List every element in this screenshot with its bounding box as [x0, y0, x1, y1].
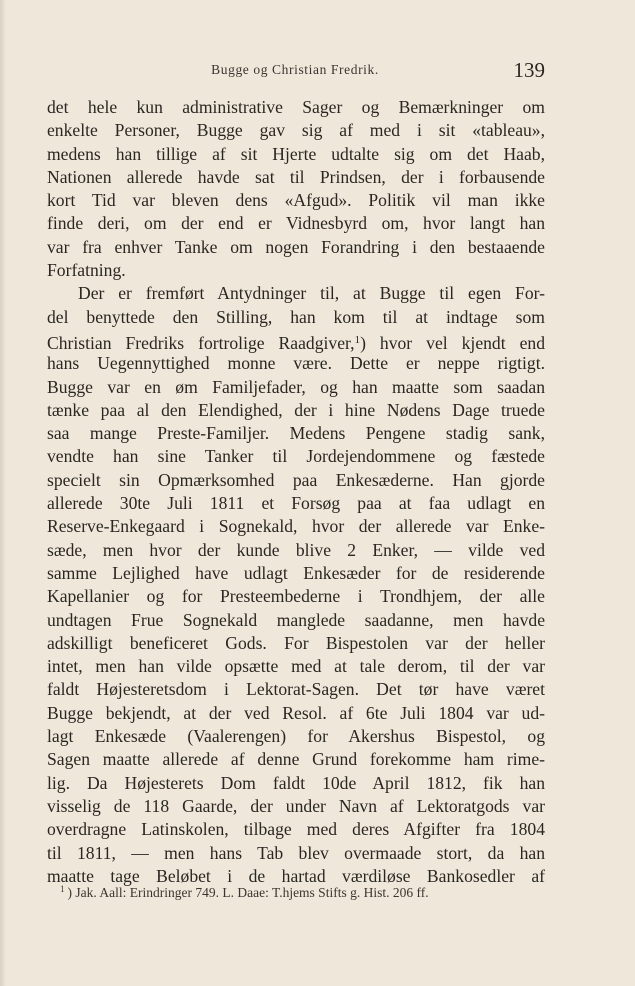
footnote-text: ) Jak. Aall: Erindringer 749. L. Daae: T.hjems Stifts g. Hist. 206 ff. [67, 885, 429, 900]
page-number: 139 [513, 58, 545, 82]
text-line: vendte han sine Tanker til Jordejendommene og fæstede [47, 446, 545, 467]
text-line: var fra enhver Tanke om nogen Forandring i den bestaaende [47, 236, 545, 257]
body-text [47, 96, 545, 888]
text-line: Kapellanier og for Presteembederne i Trondhjem, der alle [47, 586, 545, 607]
text-line: undtagen Frue Sognekald manglede saadanne, men havde [47, 609, 545, 630]
text-line: tænke paa al den Elendighed, der i hine Nødens Dage truede [47, 399, 545, 420]
text-line: allerede 30te Juli 1811 et Forsøg paa at faa udlagt en [47, 493, 545, 514]
text-line: samme Lejlighed have udlagt Enkesæder for de residerende [47, 562, 545, 583]
text-line: intet, men han vilde opsætte med at tale derom, til der var [47, 656, 545, 677]
text-line: kort Tid var bleven dens «Afgud». Politik vil man ikke [47, 190, 545, 211]
text-line: Sagen maatte allerede af denne Grund forekomme ham rime- [47, 749, 545, 770]
text-line: del benyttede den Stilling, han kom til at indtage som [47, 306, 545, 327]
text-line: Reserve-Enkegaard i Sognekald, hvor der allerede var Enke- [47, 516, 545, 537]
text-line: specielt sin Opmærksomhed paa Enkesæderne. Han gjorde [47, 469, 545, 490]
text-line: overdragne Latinskolen, tilbage med deres Afgifter fra 1804 [47, 819, 545, 840]
footnote [60, 884, 550, 901]
text-line: hans Uegennyttighed monne være. Dette er neppe rigtigt. [47, 353, 545, 374]
running-title: Bugge og Christian Fredrik. [211, 62, 379, 77]
text-line: finde deri, om der end er Vidnesbyrd om, hvor langt han [47, 213, 545, 234]
text-line: maatte tage Beløbet i de hartad værdiløse Bankosedler af [47, 865, 545, 886]
text-line: Bugge var en øm Familjefader, og han maatte som saadan [47, 376, 545, 397]
text-line: Nationen allerede havde sat til Prindsen, der i forbausende [47, 166, 545, 187]
running-head [45, 58, 545, 84]
text-line: lig. Da Højesterets Dom faldt 10de April 1812, fik han [47, 772, 545, 793]
text-line: til 1811, — men hans Tab blev overmaade stort, da han [47, 842, 545, 863]
footnote-reference: 1 [354, 333, 361, 346]
text-line: det hele kun administrative Sager og Bemærkninger om [47, 97, 545, 117]
text-line: saa mange Preste-Familjer. Medens Pengene stadig sank, [47, 423, 545, 444]
footnote-mark: 1 [60, 884, 65, 894]
text-line-with-note [47, 329, 545, 352]
text-fragment: ) hvor vel kjendt end [360, 332, 546, 353]
text-line: faldt Højesteretsdom i Lektorat-Sagen. Det tør have været [47, 679, 545, 700]
text-fragment: Christian Fredriks fortrolige Raadgiver, [47, 332, 355, 353]
text-line: Der er fremført Antydninger til, at Bugge til egen For- [78, 283, 545, 304]
text-line: medens han tillige af sit Hjerte udtalte sig om det Haab, [47, 143, 545, 164]
text-line: adskilligt beneficeret Gods. For Bispestolen var der heller [47, 632, 545, 653]
text-line: sæde, men hvor der kunde blive 2 Enker, — vilde ved [47, 539, 545, 560]
text-line: Bugge bekjendt, at der ved Resol. af 6te Juli 1804 var ud- [47, 702, 545, 723]
text-line: lagt Enkesæde (Vaalerengen) for Akershus Bispestol, og [47, 726, 545, 747]
page-edge [0, 0, 6, 986]
text-line: Forfatning. [47, 260, 126, 281]
text-line: enkelte Personer, Bugge gav sig af med i sit «tableau», [47, 120, 545, 141]
text-line: visselig de 118 Gaarde, der under Navn af Lektoratgods var [47, 795, 545, 816]
